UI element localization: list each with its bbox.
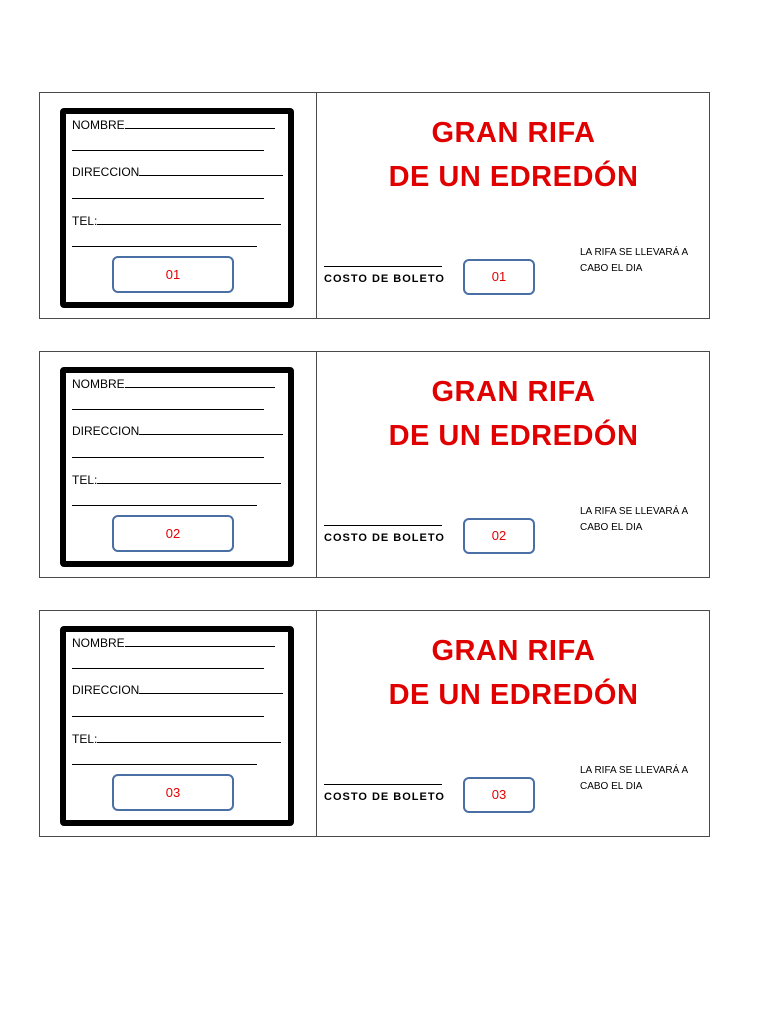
title-line-2: DE UN EDREDÓN [388, 679, 639, 711]
raffle-ticket-3 [39, 610, 710, 837]
ticket-main [317, 93, 710, 318]
ticket-number-box: 02 [463, 518, 535, 554]
direccion-field[interactable] [72, 423, 283, 439]
raffle-ticket-1 [39, 92, 710, 319]
direccion-line-2 [72, 198, 264, 199]
ticket-main [317, 611, 710, 836]
title-line-1: GRAN RIFA [431, 635, 596, 667]
ticket-main [317, 352, 710, 577]
stub-frame [60, 367, 294, 567]
cost-blank-line [324, 266, 442, 267]
direccion-field[interactable] [72, 682, 283, 698]
cost-label: COSTO DE BOLETO [324, 532, 445, 544]
raffle-ticket-2 [39, 351, 710, 578]
tel-line-2 [72, 246, 257, 247]
date-note [580, 763, 700, 795]
note-line-1: LA RIFA SE LLEVARÁ A [580, 247, 689, 258]
date-note [580, 245, 700, 277]
tel-field[interactable] [72, 213, 281, 229]
cost-label: COSTO DE BOLETO [324, 791, 445, 803]
nombre-field[interactable] [72, 635, 275, 651]
tel-label: TEL: [72, 473, 98, 487]
ticket-number-box: 01 [463, 259, 535, 295]
stub-number-box: 01 [112, 256, 234, 293]
nombre-label: NOMBRE [72, 636, 125, 650]
tel-field[interactable] [72, 472, 281, 488]
date-note [580, 504, 700, 536]
nombre-field[interactable] [72, 376, 275, 392]
ticket-stub [40, 352, 317, 577]
cost-blank-line [324, 525, 442, 526]
direccion-field[interactable] [72, 164, 283, 180]
direccion-line-2 [72, 716, 264, 717]
note-line-2: CABO EL DIA [580, 263, 643, 274]
note-line-1: LA RIFA SE LLEVARÁ A [580, 506, 689, 517]
stub-frame [60, 108, 294, 308]
cost-blank-line [324, 784, 442, 785]
title-line-1: GRAN RIFA [431, 376, 596, 408]
ticket-stub [40, 611, 317, 836]
title-line-1: GRAN RIFA [431, 117, 596, 149]
direccion-line-2 [72, 457, 264, 458]
tel-field[interactable] [72, 731, 281, 747]
nombre-label: NOMBRE [72, 118, 125, 132]
note-line-2: CABO EL DIA [580, 522, 643, 533]
stub-number-box: 03 [112, 774, 234, 811]
nombre-line-2 [72, 409, 264, 410]
ticket-number-box: 03 [463, 777, 535, 813]
title-line-2: DE UN EDREDÓN [388, 161, 639, 193]
stub-number-box: 02 [112, 515, 234, 552]
note-line-1: LA RIFA SE LLEVARÁ A [580, 765, 689, 776]
nombre-line-2 [72, 150, 264, 151]
direccion-label: DIRECCION [72, 683, 140, 697]
tel-label: TEL: [72, 214, 98, 228]
tel-line-2 [72, 764, 257, 765]
cost-label: COSTO DE BOLETO [324, 273, 445, 285]
direccion-label: DIRECCION [72, 165, 140, 179]
title-line-2: DE UN EDREDÓN [388, 420, 639, 452]
ticket-stub [40, 93, 317, 318]
direccion-label: DIRECCION [72, 424, 140, 438]
tel-line-2 [72, 505, 257, 506]
nombre-line-2 [72, 668, 264, 669]
nombre-label: NOMBRE [72, 377, 125, 391]
stub-frame [60, 626, 294, 826]
tel-label: TEL: [72, 732, 98, 746]
nombre-field[interactable] [72, 117, 275, 133]
note-line-2: CABO EL DIA [580, 781, 643, 792]
